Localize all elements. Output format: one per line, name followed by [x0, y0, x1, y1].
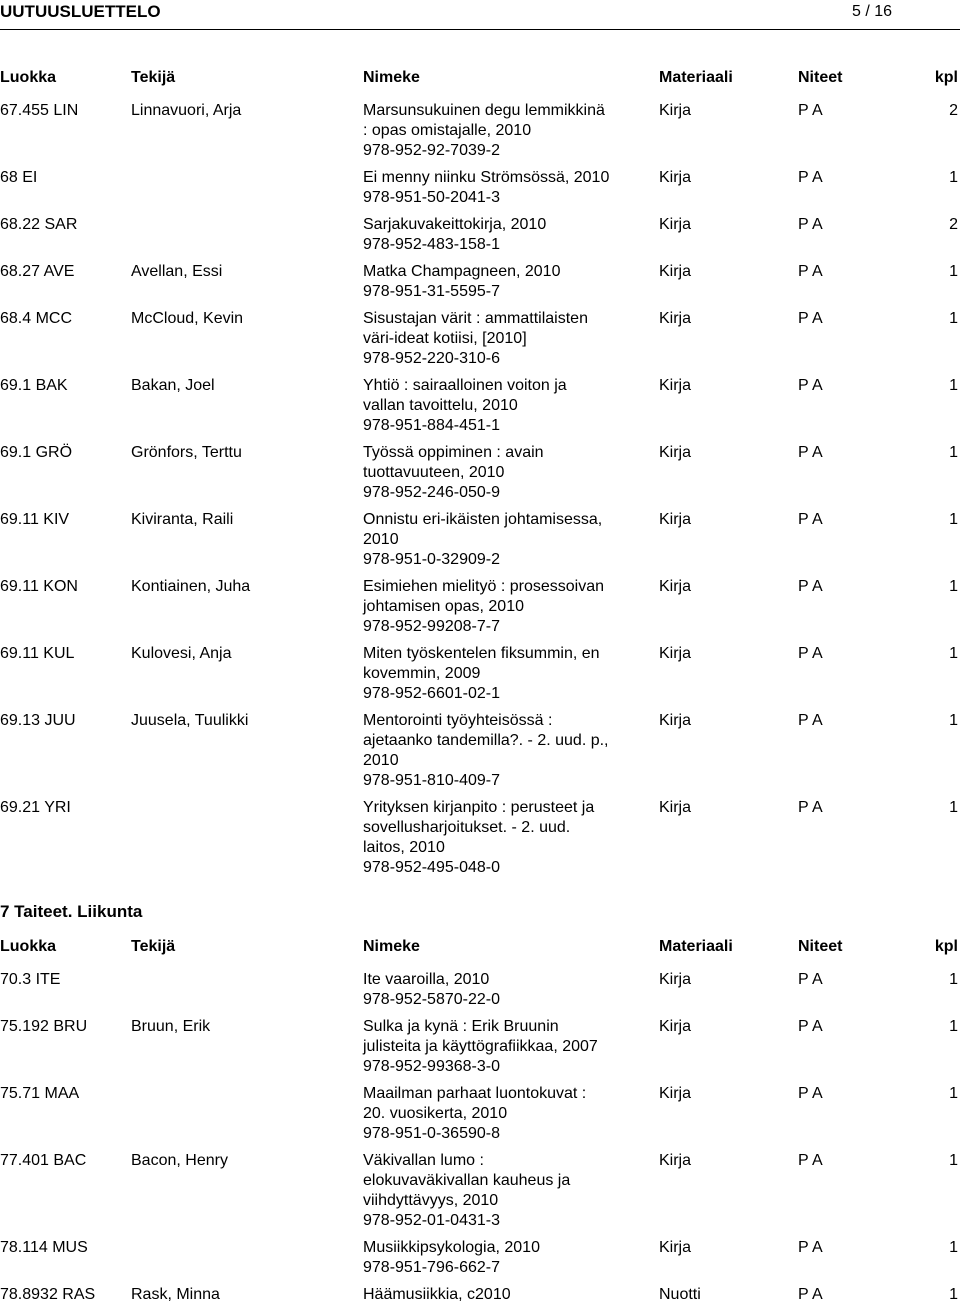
table-row	[0, 1238, 960, 1278]
row-nimeke-line: Ite vaaroilla, 2010	[363, 971, 490, 988]
column-header-materiaali: Materiaali	[659, 938, 733, 955]
row-nimeke-line: 978-951-0-36590-8	[363, 1125, 500, 1142]
row-nimeke	[363, 1151, 643, 1231]
table-row	[0, 1151, 960, 1231]
table-row	[0, 101, 960, 161]
row-niteet: P A	[798, 1152, 823, 1169]
row-nimeke-line: 978-952-6601-02-1	[363, 685, 500, 702]
row-nimeke-line: 978-951-810-409-7	[363, 772, 500, 789]
row-nimeke	[363, 101, 643, 161]
row-niteet: P A	[798, 799, 823, 816]
row-nimeke-line: Maailman parhaat luontokuvat :	[363, 1085, 587, 1102]
row-materiaali: Kirja	[659, 1152, 692, 1169]
row-materiaali: Kirja	[659, 799, 692, 816]
row-materiaali: Kirja	[659, 169, 692, 186]
row-nimeke	[363, 1017, 643, 1077]
row-niteet: P A	[798, 971, 823, 988]
row-kpl: 1	[949, 1085, 958, 1102]
table-row	[0, 711, 960, 791]
table-row	[0, 443, 960, 503]
row-kpl: 1	[949, 971, 958, 988]
row-nimeke-line: Väkivallan lumo :	[363, 1152, 484, 1169]
row-kpl: 1	[949, 377, 958, 394]
row-nimeke-line: Matka Champagneen, 2010	[363, 263, 561, 280]
table-row	[0, 970, 960, 1010]
column-header-row	[0, 68, 960, 88]
row-niteet: P A	[798, 511, 823, 528]
row-nimeke-line: 978-952-92-7039-2	[363, 142, 500, 159]
row-nimeke-line: julisteita ja käyttögrafiikkaa, 2007	[363, 1038, 598, 1055]
column-header-nimeke: Nimeke	[363, 69, 420, 86]
page-number: 5 / 16	[852, 3, 893, 20]
row-kpl: 1	[949, 169, 958, 186]
row-nimeke-line: Onnistu eri-ikäisten johtamisessa,	[363, 511, 603, 528]
row-kpl: 1	[949, 578, 958, 595]
row-luokka: 78.114 MUS	[0, 1239, 88, 1256]
row-materiaali: Kirja	[659, 645, 692, 662]
row-nimeke	[363, 309, 643, 369]
column-header-luokka: Luokka	[0, 69, 57, 86]
row-luokka: 68.27 AVE	[0, 263, 75, 280]
row-kpl: 1	[949, 1239, 958, 1256]
row-tekija: Rask, Minna	[131, 1286, 220, 1303]
row-nimeke-line: 978-951-31-5595-7	[363, 283, 500, 300]
row-materiaali: Kirja	[659, 1085, 692, 1102]
row-luokka: 68.22 SAR	[0, 216, 78, 233]
table-row	[0, 1084, 960, 1144]
row-luokka: 69.11 KUL	[0, 645, 75, 662]
table-row	[0, 1017, 960, 1077]
row-tekija: Bacon, Henry	[131, 1152, 228, 1169]
row-nimeke-line: johtamisen opas, 2010	[363, 598, 524, 615]
row-nimeke	[363, 577, 643, 637]
row-nimeke-line: Sarjakuvakeittokirja, 2010	[363, 216, 547, 233]
row-nimeke	[363, 510, 643, 570]
column-header-kpl: kpl	[934, 938, 958, 955]
row-niteet: P A	[798, 216, 823, 233]
row-kpl: 1	[949, 310, 958, 327]
row-niteet: P A	[798, 1018, 823, 1035]
table-row	[0, 1285, 960, 1305]
row-nimeke-line: 978-952-99368-3-0	[363, 1058, 500, 1075]
row-niteet: P A	[798, 712, 823, 729]
row-kpl: 1	[949, 645, 958, 662]
row-nimeke	[363, 711, 643, 791]
row-luokka: 75.71 MAA	[0, 1085, 80, 1102]
row-nimeke-line: tuottavuuteen, 2010	[363, 464, 505, 481]
header-divider	[0, 29, 960, 30]
column-header-niteet: Niteet	[798, 69, 843, 86]
row-nimeke-line: laitos, 2010	[363, 839, 445, 856]
row-luokka: 67.455 LIN	[0, 102, 79, 119]
row-niteet: P A	[798, 444, 823, 461]
row-luokka: 68.4 MCC	[0, 310, 73, 327]
row-luokka: 68 EI	[0, 169, 38, 186]
row-materiaali: Kirja	[659, 1018, 692, 1035]
row-nimeke-line: viihdyttävyys, 2010	[363, 1192, 499, 1209]
row-nimeke-line: Marsunsukuinen degu lemmikkinä	[363, 102, 605, 119]
row-niteet: P A	[798, 377, 823, 394]
row-niteet: P A	[798, 310, 823, 327]
table-row	[0, 644, 960, 704]
row-niteet: P A	[798, 102, 823, 119]
row-nimeke	[363, 215, 643, 255]
row-nimeke-line: 978-951-50-2041-3	[363, 189, 500, 206]
section-title: 7 Taiteet. Liikunta	[0, 902, 143, 921]
row-nimeke-line: kovemmin, 2009	[363, 665, 481, 682]
row-kpl: 1	[949, 712, 958, 729]
table-row	[0, 798, 960, 878]
row-materiaali: Kirja	[659, 102, 692, 119]
row-materiaali: Kirja	[659, 712, 692, 729]
column-header-luokka: Luokka	[0, 938, 57, 955]
row-tekija: McCloud, Kevin	[131, 310, 244, 327]
column-header-materiaali: Materiaali	[659, 69, 733, 86]
row-luokka: 70.3 ITE	[0, 971, 61, 988]
row-luokka: 69.1 BAK	[0, 377, 68, 394]
row-nimeke-line: Sulka ja kynä : Erik Bruunin	[363, 1018, 559, 1035]
row-tekija: Bruun, Erik	[131, 1018, 211, 1035]
row-tekija: Avellan, Essi	[131, 263, 223, 280]
row-nimeke	[363, 262, 643, 302]
row-nimeke	[363, 1238, 643, 1278]
column-header-kpl: kpl	[934, 69, 958, 86]
row-nimeke-line: 978-952-495-048-0	[363, 859, 500, 876]
row-tekija: Linnavuori, Arja	[131, 102, 242, 119]
row-nimeke	[363, 168, 643, 208]
row-nimeke-line: väri-ideat kotiisi, [2010]	[363, 330, 527, 347]
row-nimeke-line: 978-952-5870-22-0	[363, 991, 500, 1008]
row-nimeke-line: Sisustajan värit : ammattilaisten	[363, 310, 588, 327]
row-materiaali: Kirja	[659, 310, 692, 327]
row-nimeke-line: vallan tavoittelu, 2010	[363, 397, 518, 414]
row-materiaali: Kirja	[659, 444, 692, 461]
row-kpl: 2	[949, 216, 958, 233]
row-niteet: P A	[798, 1286, 823, 1303]
row-nimeke-line: Esimiehen mielityö : prosessoivan	[363, 578, 604, 595]
row-materiaali: Nuotti	[659, 1286, 701, 1303]
table-row	[0, 376, 960, 436]
row-niteet: P A	[798, 263, 823, 280]
row-niteet: P A	[798, 1085, 823, 1102]
table-row	[0, 577, 960, 637]
row-nimeke-line: 978-951-796-662-7	[363, 1259, 500, 1276]
column-header-tekija: Tekijä	[131, 938, 176, 955]
row-tekija: Kontiainen, Juha	[131, 578, 251, 595]
row-nimeke-line: 978-952-99208-7-7	[363, 618, 500, 635]
row-tekija: Juusela, Tuulikki	[131, 712, 249, 729]
row-luokka: 75.192 BRU	[0, 1018, 88, 1035]
row-luokka: 78.8932 RAS	[0, 1286, 96, 1303]
row-nimeke	[363, 376, 643, 436]
row-nimeke	[363, 644, 643, 704]
row-nimeke-line: sovellusharjoitukset. - 2. uud.	[363, 819, 571, 836]
row-niteet: P A	[798, 169, 823, 186]
row-luokka: 69.11 KON	[0, 578, 78, 595]
row-nimeke	[363, 1285, 643, 1305]
row-nimeke-line: Musiikkipsykologia, 2010	[363, 1239, 540, 1256]
table-row	[0, 309, 960, 369]
row-nimeke-line: 978-952-220-310-6	[363, 350, 500, 367]
table-row	[0, 510, 960, 570]
row-kpl: 1	[949, 1286, 958, 1303]
row-materiaali: Kirja	[659, 971, 692, 988]
row-nimeke	[363, 970, 643, 1010]
row-nimeke-line: 2010	[363, 531, 399, 548]
row-nimeke-line: Häämusiikkia, c2010	[363, 1286, 511, 1303]
row-kpl: 1	[949, 444, 958, 461]
row-kpl: 1	[949, 1152, 958, 1169]
row-tekija: Bakan, Joel	[131, 377, 215, 394]
column-header-row	[0, 937, 960, 957]
row-nimeke-line: 2010	[363, 752, 399, 769]
column-header-niteet: Niteet	[798, 938, 843, 955]
row-materiaali: Kirja	[659, 216, 692, 233]
table-row	[0, 215, 960, 255]
row-nimeke-line: 978-952-01-0431-3	[363, 1212, 500, 1229]
row-nimeke	[363, 1084, 643, 1144]
row-nimeke-line: 978-951-884-451-1	[363, 417, 500, 434]
row-nimeke-line: Työssä oppiminen : avain	[363, 444, 544, 461]
row-nimeke	[363, 798, 643, 878]
row-luokka: 69.11 KIV	[0, 511, 70, 528]
column-header-nimeke: Nimeke	[363, 938, 420, 955]
row-nimeke-line: Yhtiö : sairaalloinen voiton ja	[363, 377, 567, 394]
row-kpl: 1	[949, 799, 958, 816]
row-nimeke-line: : opas omistajalle, 2010	[363, 122, 532, 139]
row-niteet: P A	[798, 578, 823, 595]
row-luokka: 69.1 GRÖ	[0, 444, 73, 461]
row-materiaali: Kirja	[659, 263, 692, 280]
row-materiaali: Kirja	[659, 1239, 692, 1256]
row-kpl: 1	[949, 511, 958, 528]
row-kpl: 1	[949, 1018, 958, 1035]
row-nimeke-line: ajetaanko tandemilla?. - 2. uud. p.,	[363, 732, 609, 749]
row-tekija: Kulovesi, Anja	[131, 645, 232, 662]
row-luokka: 69.13 JUU	[0, 712, 76, 729]
row-luokka: 69.21 YRI	[0, 799, 71, 816]
row-nimeke-line: Miten työskentelen fiksummin, en	[363, 645, 600, 662]
row-nimeke-line: 20. vuosikerta, 2010	[363, 1105, 508, 1122]
row-nimeke-line: Ei menny niinku Strömsössä, 2010	[363, 169, 610, 186]
row-nimeke-line: Yrityksen kirjanpito : perusteet ja	[363, 799, 595, 816]
row-luokka: 77.401 BAC	[0, 1152, 87, 1169]
row-nimeke-line: Mentorointi työyhteisössä :	[363, 712, 553, 729]
row-materiaali: Kirja	[659, 377, 692, 394]
row-kpl: 1	[949, 263, 958, 280]
row-kpl: 2	[949, 102, 958, 119]
page-title: UUTUUSLUETTELO	[0, 2, 161, 21]
row-nimeke-line: 978-951-0-32909-2	[363, 551, 500, 568]
column-header-tekija: Tekijä	[131, 69, 176, 86]
row-materiaali: Kirja	[659, 511, 692, 528]
row-materiaali: Kirja	[659, 578, 692, 595]
row-nimeke-line: elokuvaväkivallan kauheus ja	[363, 1172, 571, 1189]
row-nimeke-line: 978-952-483-158-1	[363, 236, 500, 253]
row-niteet: P A	[798, 645, 823, 662]
row-tekija: Grönfors, Terttu	[131, 444, 242, 461]
row-nimeke	[363, 443, 643, 503]
table-row	[0, 168, 960, 208]
row-niteet: P A	[798, 1239, 823, 1256]
row-tekija: Kiviranta, Raili	[131, 511, 234, 528]
table-row	[0, 262, 960, 302]
row-nimeke-line: 978-952-246-050-9	[363, 484, 500, 501]
